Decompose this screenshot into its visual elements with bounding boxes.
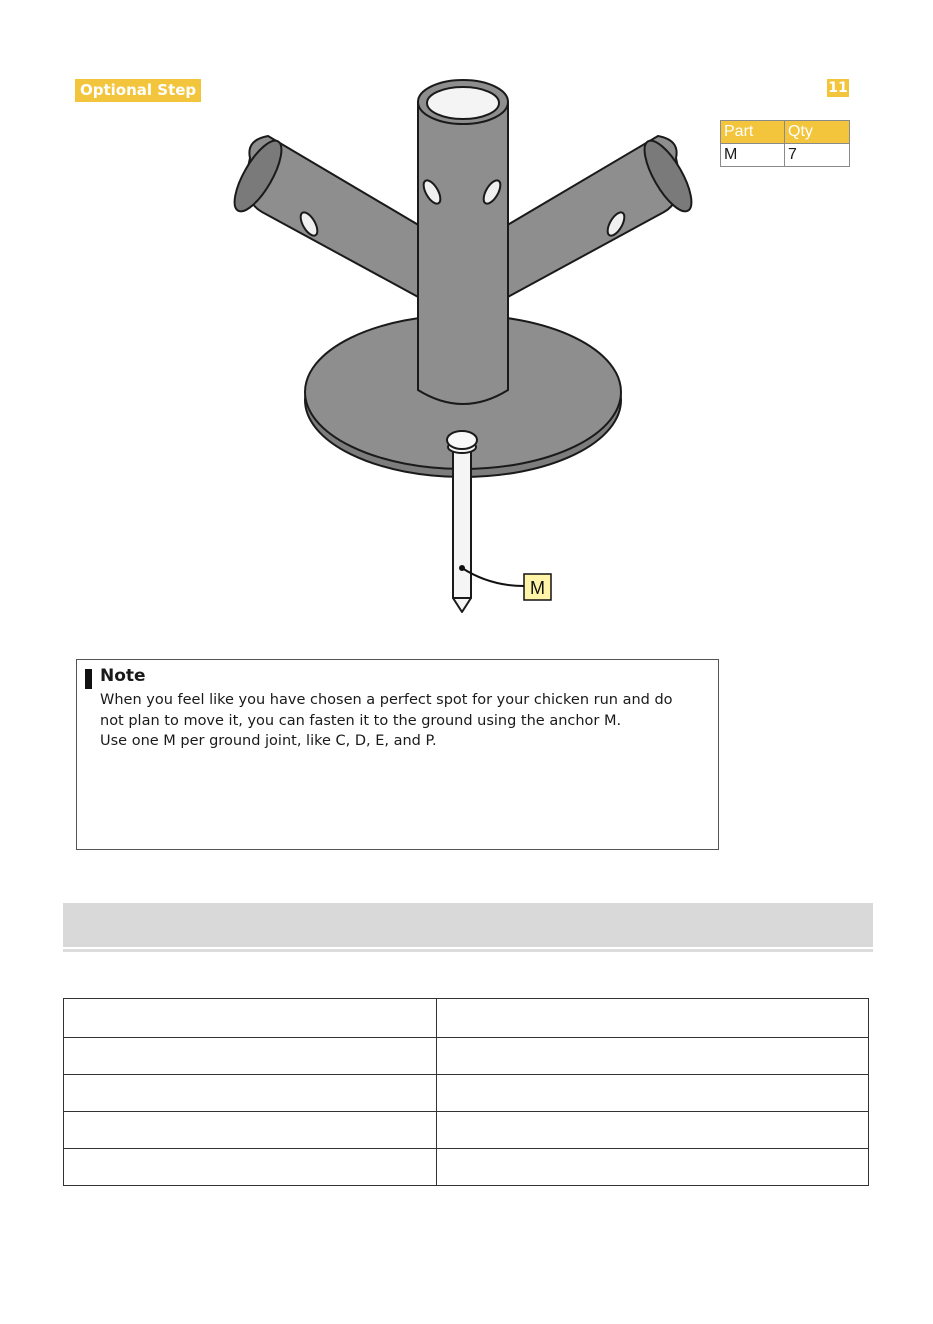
callout-label: M [530, 578, 545, 598]
note-marker [85, 669, 92, 689]
table-cell [437, 1112, 869, 1149]
table-cell [64, 999, 437, 1038]
table-row [64, 1149, 869, 1186]
section-divider [63, 949, 873, 952]
parts-header-part: Part [721, 121, 785, 144]
table-cell [437, 1149, 869, 1186]
table-cell [64, 1038, 437, 1075]
table-row [64, 1075, 869, 1112]
table-cell [437, 1075, 869, 1112]
note-body [100, 690, 715, 752]
table-cell [437, 1038, 869, 1075]
table-cell [64, 1112, 437, 1149]
blank-table [63, 998, 869, 1186]
parts-cell-part: M [721, 144, 785, 167]
table-cell [64, 1075, 437, 1112]
table-row [64, 1038, 869, 1075]
note-line: Use one M per ground joint, like C, D, E, and P. [100, 733, 437, 749]
section-header-band [63, 903, 873, 947]
note-box [76, 659, 719, 850]
anchor-head [447, 431, 477, 449]
tube-opening [427, 87, 499, 119]
anchor-stake-tip [453, 598, 471, 612]
ground-joint-illustration [0, 0, 933, 640]
table-cell [64, 1149, 437, 1186]
step-number-badge: 11 [828, 80, 848, 96]
parts-header-qty: Qty [785, 121, 850, 144]
table-row [64, 1112, 869, 1149]
note-line: not plan to move it, you can fasten it to the ground using the anchor M. [100, 712, 622, 729]
table-row [64, 999, 869, 1038]
note-title: Note [100, 666, 146, 686]
vertical-tube [418, 102, 508, 404]
anchor-stake-shaft [453, 448, 471, 598]
note-line: When you feel like you have chosen a perfect spot for your chicken run and do [100, 692, 673, 708]
parts-cell-qty: 7 [785, 144, 850, 167]
table-cell [437, 999, 869, 1038]
optional-step-badge: Optional Step [75, 79, 201, 102]
